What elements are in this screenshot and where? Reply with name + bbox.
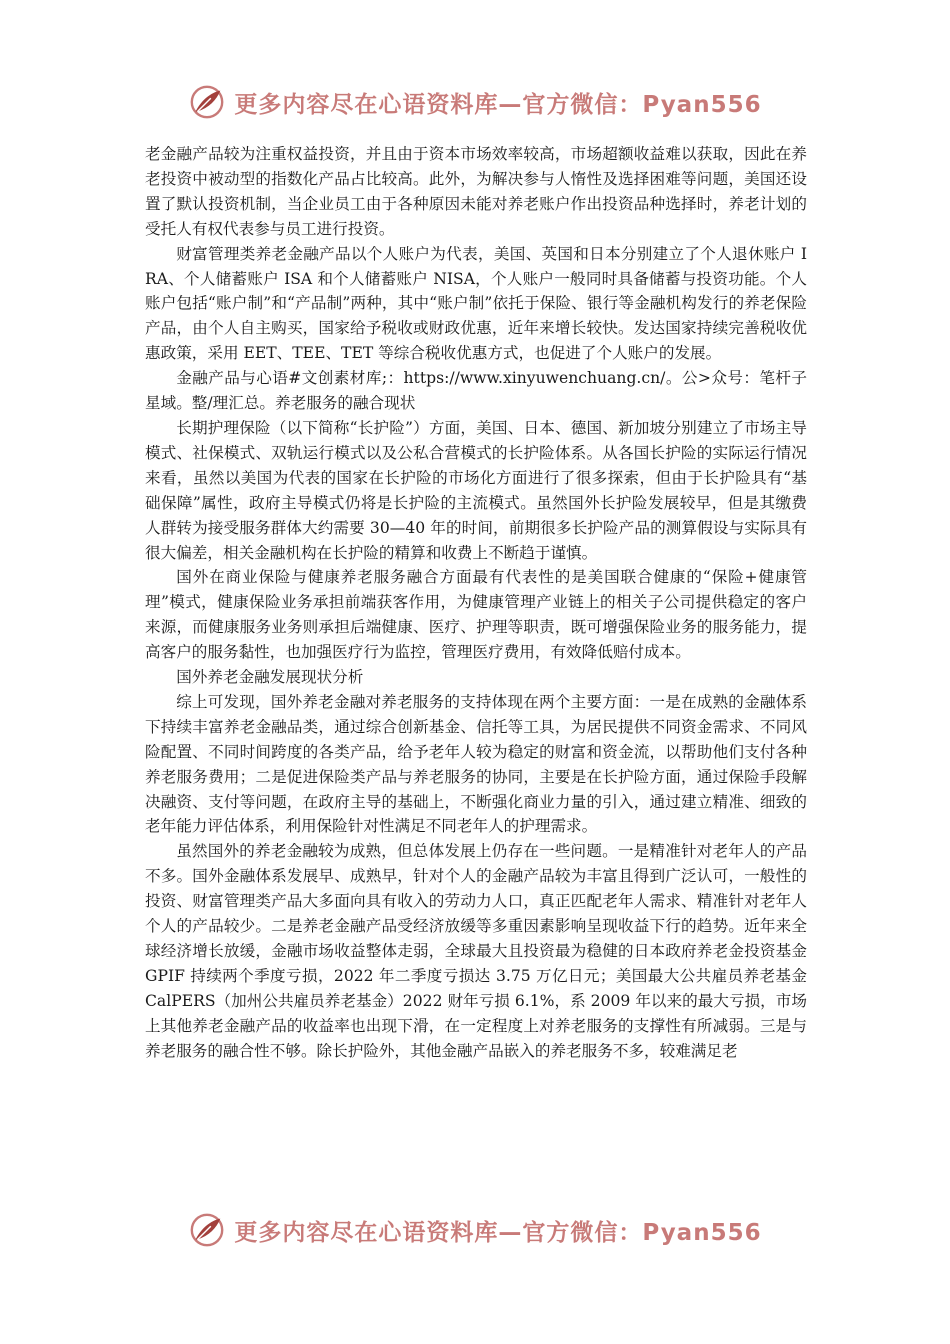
paragraph: 老金融产品较为注重权益投资，并且由于资本市场效率较高，市场超额收益难以获取，因此在养老投资中被动型的指数化产品占比较高。此外，为解决参与人惰性及选择困难等问题，美国还设置了默认投资机制，当企业员工由于各种原因未能对养老账户作出投资品种选择时，养老计划的受托人有权代表参与员工进行投资。 [145,145,807,238]
paragraph: 财富管理类养老金融产品以个人账户为代表，美国、英国和日本分别建立了个人退休账户 IRA、个人储蓄账户 ISA 和个人储蓄账户 NISA，个人账户一般同时具备储蓄与投资功能。个人账户包括“账户制”和“产品制”两种，其中“账户制”依托于保险、银行等金融机构发行的养老保险产品，由个人自主购买，国家给予税收或财政优惠，近年来增长较快。发达国家持续完善税收优惠政策，采用 EET、TEE、TET 等综合税收优惠方式，也促进了个人账户的发展。 [145,244,807,363]
header-banner [0,80,950,124]
paragraph: 虽然国外的养老金融较为成熟，但总体发展上仍存在一些问题。一是精准针对老年人的产品不多。国外金融体系发展早、成熟早，针对个人的金融产品较为丰富且得到广泛认可，一般性的投资、财富管理类产品大多面向具有收入的劳动力人口，真正匹配老年人需求、精准针对老年人个人的产品较少。二是养老金融产品受经济放缓等多重因素影响呈现收益下行的趋势。近年来全球经济增长放缓，金融市场收益整体走弱，全球最大且投资最为稳健的日本政府养老金投资基金 GPIF 持续两个季度亏损，2022 年二季度亏损达 3.75 万亿日元；美国最大公共雇员养老基金 CalPERS（加州公共雇员养老基金）2022 财年亏损 6.1%，系 2009 年以来的最大亏损，市场上其他养老金融产品的收益率也出现下滑，在一定程度上对养老服务的支撑性有所减弱。三是与养老服务的融合性不够。除长护险外，其他金融产品嵌入的养老服务不多，较难满足老 [145,842,807,1060]
paragraph-with-link: 金融产品与心语#文创素材库;：https://www.xinyuwenchuang.cn/。公>众号：笔杆子星域。整/理汇总。养老服务的融合现状 [145,369,807,413]
document-body [145,142,807,1064]
footer-banner [0,1208,950,1252]
paragraph: 长期护理保险（以下简称“长护险”）方面，美国、日本、德国、新加坡分别建立了市场主导模式、社保模式、双轨运行模式以及公私合营模式的长护险体系。从各国长护险的实际运行情况来看，虽然以美国为代表的国家在长护险的市场化方面进行了很多探索，但由于长护险具有“基础保障”属性，政府主导模式仍将是长护险的主流模式。虽然国外长护险发展较早，但是其缴费人群转为接受服务群体大约需要 30—40 年的时间，前期很多长护险产品的测算假设与实际具有很大偏差，相关金融机构在长护险的精算和收费上不断趋于谨慎。 [145,418,807,562]
leaf-logo-icon [188,1211,226,1249]
banner-text: 更多内容尽在心语资料库—官方微信：Pyan556 [234,91,762,118]
section-heading: 国外养老金融发展现状分析 [176,668,364,687]
paragraph: 综上可发现，国外养老金融对养老服务的支持体现在两个主要方面：一是在成熟的金融体系下持续丰富养老金融品类，通过综合创新基金、信托等工具，为居民提供不同资金需求、不同风险配置、不同时间跨度的各类产品，给予老年人较为稳定的财富和资金流，以帮助他们支付各种养老服务费用；二是促进保险类产品与养老服务的协同，主要是在长护险方面，通过保险手段解决融资、支付等问题，在政府主导的基础上，不断强化商业力量的引入，通过建立精准、细致的老年能力评估体系，利用保险针对性满足不同老年人的护理需求。 [145,692,807,836]
leaf-logo-icon [188,83,226,121]
banner-text: 更多内容尽在心语资料库—官方微信：Pyan556 [234,1219,762,1246]
paragraph: 国外在商业保险与健康养老服务融合方面最有代表性的是美国联合健康的“保险+健康管理”模式，健康保险业务承担前端获客作用，为健康管理产业链上的相关子公司提供稳定的客户来源，而健康服务业务则承担后端健康、医疗、护理等职责，既可增强保险业务的服务能力，提高客户的服务黏性，也加强医疗行为监控，管理医疗费用，有效降低赔付成本。 [145,568,807,662]
